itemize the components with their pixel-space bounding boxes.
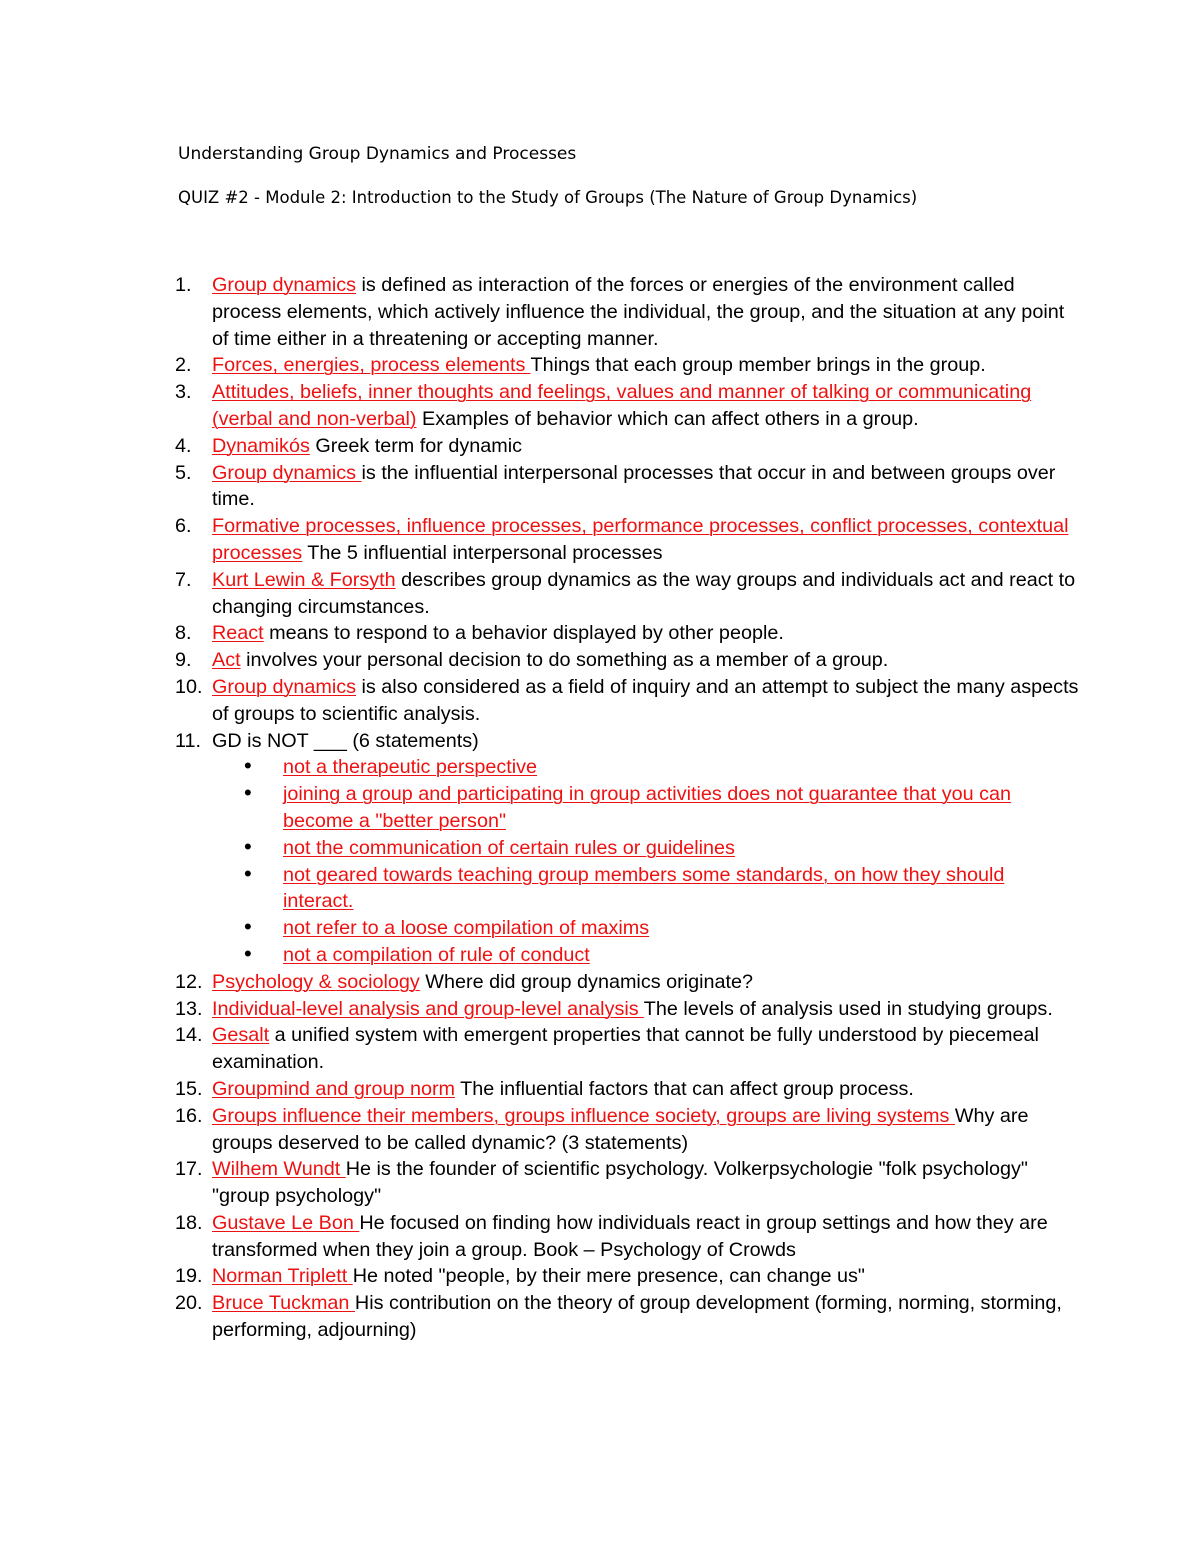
answer-text: React (212, 622, 264, 645)
answer-text: not a compilation of rule of conduct (283, 943, 590, 966)
quiz-item (0, 1263, 1200, 1290)
question-text: is defined as interaction of the forces or energies of the environment called process elements, which actively influence the individual, the group, and the situation at any point of time either in a threatening or accepting manner. (212, 274, 1065, 350)
question-text: a unified system with emergent properties that cannot be fully understood by piecemeal examination. (212, 1024, 1039, 1074)
question-text: The levels of analysis used in studying groups. (643, 997, 1053, 1020)
quiz-item (0, 1103, 1200, 1157)
item-number: 12. (175, 970, 203, 993)
question-text: is also considered as a field of inquiry and an attempt to subject the many aspects of groups to scientific analysis. (212, 675, 1079, 725)
bullet-icon: • (244, 940, 252, 966)
answer-text: not a therapeutic perspective (283, 756, 538, 779)
item-number: 1. (175, 274, 192, 296)
item-number: 17. (175, 1158, 203, 1181)
quiz-item (0, 1210, 1200, 1264)
quiz-heading: QUIZ #2 - Module 2: Introduction to the Study of Groups (The Nature of Group Dynamics) (178, 188, 918, 207)
question-text: Where did group dynamics originate? (419, 970, 753, 993)
quiz-item (0, 460, 1200, 514)
quiz-item (0, 433, 1200, 460)
quiz-item (0, 969, 1200, 996)
answer-text: not geared towards teaching group members some standards, on how they should interact. (283, 863, 1005, 913)
answer-text: Norman Triplett (212, 1265, 353, 1288)
question-text: means to respond to a behavior displayed by other people. (263, 622, 784, 645)
question-text: Examples of behavior which can affect others in a group. (416, 407, 919, 430)
quiz-item (0, 996, 1200, 1023)
document-title: Understanding Group Dynamics and Processes (178, 144, 577, 164)
quiz-item (0, 567, 1200, 621)
question-text: He noted "people, by their mere presence, can change us" (352, 1265, 865, 1288)
quiz-item (0, 674, 1200, 728)
answer-text: Formative processes, influence processes, performance processes, conflict processes, contextual processes (212, 515, 1069, 564)
bullet-icon: • (244, 753, 252, 779)
answer-text: Psychology & sociology (212, 970, 420, 993)
question-text: describes group dynamics as the way groups and individuals act and react to changing circumstances. (212, 568, 1076, 618)
answer-text: not the communication of certain rules or guidelines (283, 836, 735, 859)
answer-text: Group dynamics (212, 274, 357, 296)
bullet-item (0, 862, 1200, 916)
question-text: He is the founder of scientific psychology. Volkerpsychologie "folk psychology" "group psychology" (212, 1158, 1028, 1208)
answer-text: Group dynamics (212, 675, 357, 698)
answer-text: Kurt Lewin & Forsyth (212, 568, 396, 591)
item-number: 7. (175, 568, 192, 591)
answer-text: Bruce Tuckman (212, 1292, 355, 1315)
quiz-item (0, 620, 1200, 647)
question-text: Greek term for dynamic (309, 434, 522, 457)
quiz-item (0, 728, 1200, 755)
question-text: The 5 influential interpersonal processes (302, 541, 663, 564)
item-number: 4. (175, 434, 192, 457)
answer-text: Dynamikós (212, 434, 310, 457)
item-number: 19. (175, 1265, 203, 1288)
item-number: 16. (175, 1104, 203, 1127)
item-number: 13. (175, 997, 203, 1020)
bullet-icon: • (244, 860, 252, 886)
quiz-item (0, 1022, 1200, 1076)
bullet-icon: • (244, 914, 252, 940)
question-text: The influential factors that can affect group process. (455, 1077, 914, 1100)
quiz-item (0, 513, 1200, 567)
bullet-item (0, 781, 1200, 835)
bullet-icon: • (244, 780, 252, 806)
quiz-item (0, 1156, 1200, 1210)
item-number: 9. (175, 649, 192, 672)
answer-text: joining a group and participating in group activities does not guarantee that you can become a "better person" (283, 783, 1012, 832)
question-text: He focused on finding how individuals react in group settings and how they are transformed when they join a group. Book – Psychology of Crowds (212, 1211, 1048, 1261)
question-text: GD is NOT ___ (6 statements) (212, 729, 479, 752)
question-text: Things that each group member brings in the group. (530, 354, 986, 377)
item-number: 3. (175, 381, 192, 404)
answer-text: Groups influence their members, groups influence society, groups are living systems (212, 1104, 955, 1127)
answer-text: Forces, energies, process elements (212, 354, 531, 377)
item-number: 20. (175, 1292, 203, 1315)
quiz-item (0, 352, 1200, 379)
quiz-item (0, 1290, 1200, 1344)
item-number: 2. (175, 354, 192, 377)
item-number: 15. (175, 1077, 203, 1100)
bullet-icon: • (244, 833, 252, 859)
answer-text: Individual-level analysis and group-level analysis (212, 997, 644, 1020)
answer-text: Group dynamics (212, 461, 362, 484)
question-text: is the influential interpersonal processes that occur in and between groups over time. (212, 461, 1056, 511)
item-number: 8. (175, 622, 192, 645)
item-number: 11. (175, 729, 202, 752)
item-number: 10. (175, 675, 203, 698)
answer-text: Gustave Le Bon (212, 1211, 360, 1234)
quiz-list (0, 272, 1200, 1344)
quiz-item (0, 1076, 1200, 1103)
answer-text: Gesalt (212, 1024, 270, 1047)
quiz-item (0, 272, 1200, 352)
answer-text: Act (212, 649, 241, 672)
item-number: 14. (175, 1024, 203, 1047)
answer-text: Groupmind and group norm (212, 1077, 456, 1100)
quiz-item (0, 379, 1200, 433)
question-text: involves your personal decision to do something as a member of a group. (240, 649, 889, 672)
item-number: 6. (175, 515, 192, 538)
answer-text: Wilhem Wundt (212, 1158, 346, 1181)
answer-text: not refer to a loose compilation of maxims (283, 917, 650, 940)
bullet-item (0, 915, 1200, 942)
answer-text: Attitudes, beliefs, inner thoughts and feelings, values and manner of talking or communicating (verbal and non-verbal) (212, 381, 1032, 430)
quiz-item (0, 647, 1200, 674)
bullet-item (0, 754, 1200, 781)
bullet-item (0, 835, 1200, 862)
bullet-item (0, 942, 1200, 969)
item-number: 5. (175, 461, 192, 484)
item-number: 18. (175, 1211, 203, 1234)
question-text: His contribution on the theory of group development (forming, norming, storming, performing, adjourning) (212, 1292, 1062, 1342)
question-text: Why are groups deserved to be called dynamic? (3 statements) (212, 1104, 1029, 1154)
